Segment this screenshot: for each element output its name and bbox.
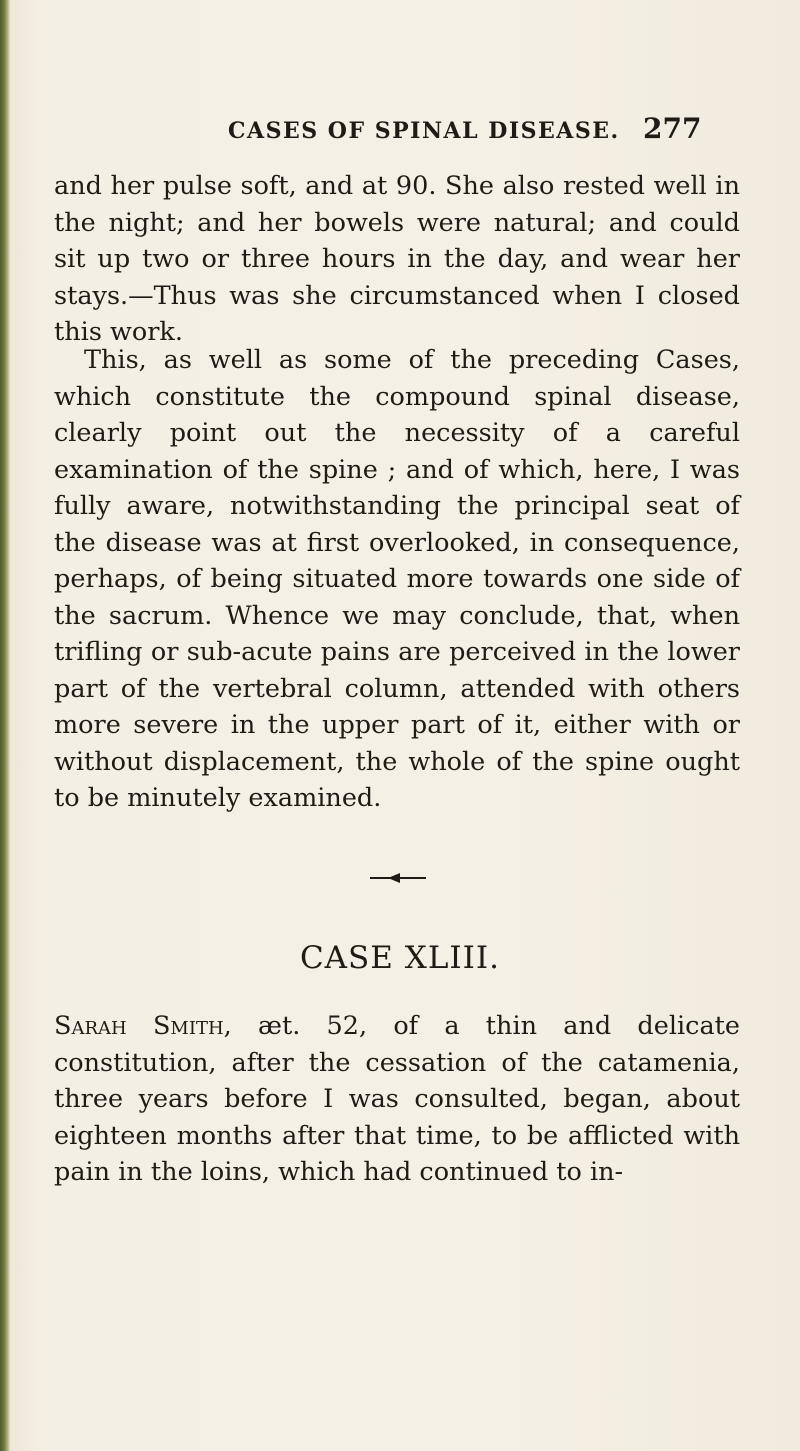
running-head: CASES OF SPINAL DISEASE. <box>228 118 620 144</box>
patient-name: Sarah Smith, <box>54 1011 232 1041</box>
dash-arrow-ornament-icon <box>368 872 428 884</box>
paragraph-case-description <box>54 1008 740 1191</box>
paragraph-text: and her pulse soft, and at 90. She also rested well in the night; and her bowels were natural; and could sit up two or three hours in the day, and wear her stays.—Thus was she circumstanced when I closed this work. <box>54 171 740 347</box>
case-description-text: æt. 52, of a thin and delicate constitution, after the cessation of the catamenia, three years before I was consulted, began, about eighteen months after that time, to be afflicted with pain in the loins, which had continued to in- <box>54 1011 740 1187</box>
case-heading: CASE XLIII. <box>299 940 501 976</box>
paragraph-text <box>54 1008 740 1191</box>
paragraph-commentary <box>54 342 740 817</box>
page-number: 277 <box>643 112 702 145</box>
paragraph-continuation <box>54 168 740 351</box>
page-header <box>0 112 800 152</box>
paragraph-text: This, as well as some of the preceding Cases, which constitute the compound spinal disease, clearly point out the necessity of a careful examination of the spine ; and of which, here, I was fully aware, notwithstanding the principal seat of the disease was at first overlooked, in consequence, perhaps, of being situated more towards one side of the sacrum. Whence we may conclude, that, when trifling or sub-acute pains are perceived in the lower part of the vertebral column, attended with others more severe in the upper part of it, either with or without displacement, the whole of the spine ought to be minutely examined. <box>54 345 740 813</box>
page-gutter <box>0 0 10 1451</box>
